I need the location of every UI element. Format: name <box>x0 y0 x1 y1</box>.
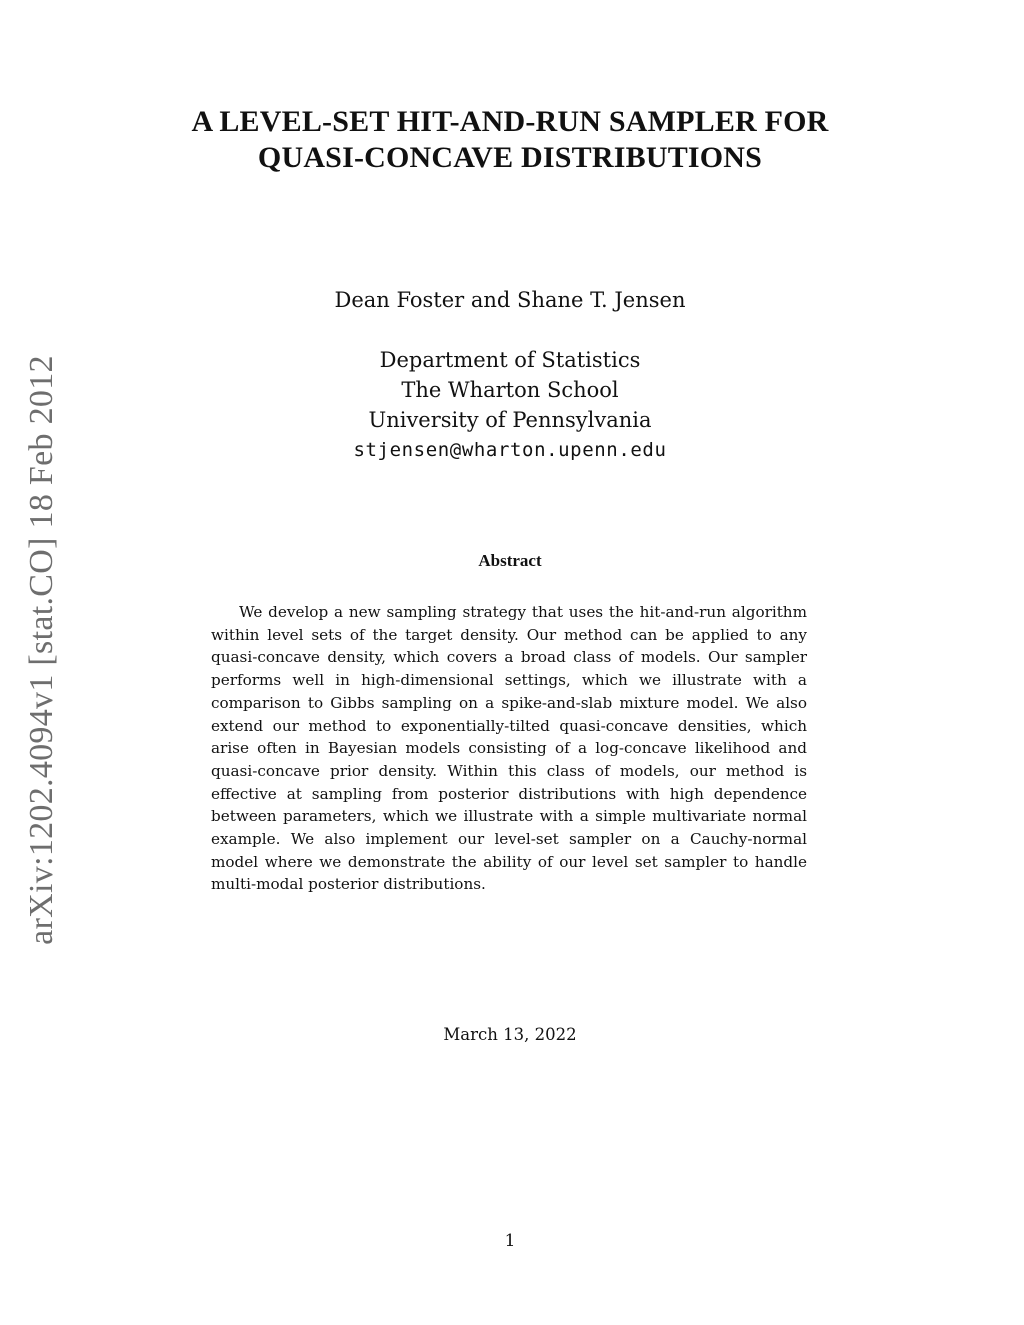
affiliation-block <box>260 345 760 465</box>
arxiv-identifier-stamp: arXiv:1202.4094v1 [stat.CO] 18 Feb 2012 <box>23 355 60 945</box>
university-name: University of Pennsylvania <box>368 408 652 432</box>
abstract-heading: Abstract <box>478 551 542 570</box>
page-number: 1 <box>504 1231 516 1251</box>
paper-date: March 13, 2022 <box>443 1025 577 1044</box>
author-email: stjensen@wharton.upenn.edu <box>353 439 667 461</box>
author-list: Dean Foster and Shane T. Jensen <box>334 288 686 312</box>
school-name: The Wharton School <box>401 378 619 402</box>
department-name: Department of Statistics <box>379 348 641 372</box>
abstract-text: We develop a new sampling strategy that uses the hit-and-run algorithm within level sets of the target density. Our method can be applied to any quasi-concave density, which covers a broad class of models. Our sampler performs well in high-dimensional settings, which we illustrate with a comparison to Gibbs sampling on a spike-and-slab mixture model. We also extend our method to exponentially-tilted quasi-concave densities, which arise often in Bayesian models consisting of a log-concave likelihood and quasi-concave prior density. Within this class of models, our method is effective at sampling from posterior distributions with high dependence between parameters, which we illustrate with a simple multivariate normal example. We also implement our level-set sampler on a Cauchy-normal model where we demonstrate the ability of our level set sampler to handle multi-modal posterior distributions. <box>211 603 807 894</box>
title-line: A LEVEL-SET HIT-AND-RUN SAMPLER FOR <box>191 105 829 138</box>
title-line: QUASI-CONCAVE DISTRIBUTIONS <box>257 141 763 174</box>
paper-title <box>150 104 870 176</box>
